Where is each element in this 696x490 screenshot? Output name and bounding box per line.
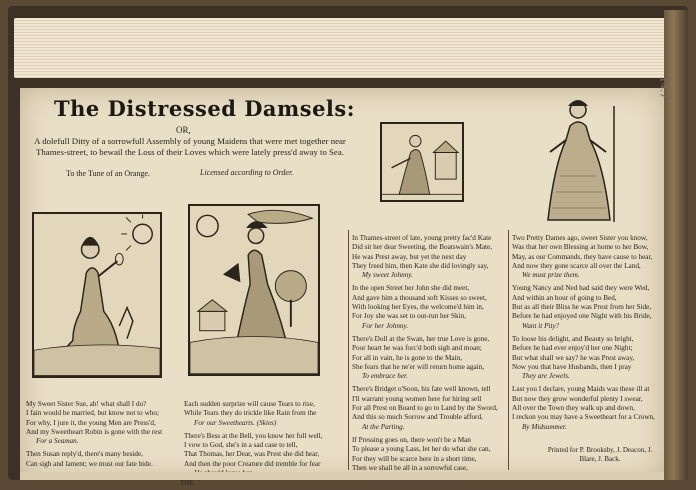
verse-line: May, as our Commands, they have cause to hear,	[512, 252, 653, 261]
verse-refrain: My sweet Johnny.	[362, 271, 413, 280]
verse-line: Now you that have Husbands, then I pray	[512, 362, 632, 371]
woodcut-lady-sun-image	[34, 214, 160, 376]
verse-column-1	[26, 400, 186, 473]
verse-line: Did sit her dear Sweeting, the Boatswain's Mate,	[352, 243, 493, 252]
verse-line: Before he had enjoyed one Night with his Bride,	[512, 312, 652, 321]
verse-line: I fain would be married, but know not to who;	[26, 409, 159, 418]
verse-line: And then the poor Creature did tremble for fear	[184, 459, 321, 468]
stanza	[512, 234, 662, 280]
pencil-note: 14.7	[657, 76, 669, 99]
verse-line: Can sigh and lament; we must our fate bide.	[26, 459, 153, 468]
verse-line: For why, I jure it, the young Men are Press'd,	[26, 418, 156, 427]
licensed-line: Licensed according to Order.	[200, 168, 294, 177]
verse-line: Poor heart he was forc'd both sigh and moan;	[352, 344, 482, 353]
verse-line: And gave him a thousand soft Kisses so sweet,	[352, 293, 487, 302]
verse-line: He was Prest away, but yet the next day	[352, 252, 467, 261]
verse-line: She fears that he ne'er will return home again,	[352, 362, 485, 371]
verse-line: And within an hour of going to Bed,	[512, 293, 617, 302]
stanza	[512, 284, 662, 330]
verse-refrain: For a Seaman.	[36, 437, 79, 446]
verse-line: All over the Town they walk up and down,	[512, 404, 635, 413]
verse-line: While Tears they do trickle like Rain from the	[184, 409, 317, 418]
verse-line: But what shall we say? he was Prest away,	[512, 353, 635, 362]
verse-line: There's Bridget o'Soon, his fate well known, tell	[352, 385, 491, 394]
verse-line: For all Prest on Board to go to Land by the Sword,	[352, 404, 498, 413]
verse-column-3	[352, 234, 508, 486]
verse-line: But as all their Bliss he was Prest from her Side,	[512, 303, 652, 312]
verse-refrain: By Midsummer.	[522, 422, 567, 431]
verse-refrain: They are Jewels.	[522, 372, 570, 381]
verse-column-4	[512, 234, 662, 436]
woodcut-lady-gown-image	[540, 96, 618, 226]
verse-line: For they will be scarce here in a short time,	[352, 454, 477, 463]
verse-line: Each sudden surprize will cause Tears to rise,	[184, 400, 315, 408]
next-sheet-strip	[20, 472, 664, 487]
verse-refrain: For her Johnny.	[362, 321, 409, 330]
tune-line: To the Tune of an Orange.	[66, 169, 150, 178]
verse-line: They freed him, then Kate she did lovingly say,	[352, 261, 489, 270]
ballad-subtitle: A dolefull Ditty of a sorrowfull Assembly of young Maidens that were met together near Thames-street, to bewail the Loss of their Loves which were lately press'd away to Sea.	[34, 136, 346, 157]
stanza	[512, 385, 662, 431]
verse-refrain: At the Parting.	[362, 422, 405, 431]
verse-line: Before he had ever enjoy'd her one Night;	[512, 344, 633, 353]
verse-line: Then Susan reply'd, there's many beside,	[26, 450, 143, 459]
title-or: OR,	[176, 125, 191, 135]
verse-refrain: Want it Pity?	[522, 321, 560, 330]
woodcut-lady-gown	[540, 96, 618, 226]
verse-line: I vow to God, she's in a sad case to tell,	[184, 441, 298, 450]
verse-line: With looking her Eyes, the welcome'd him in,	[352, 303, 484, 312]
woodcut-lady-sun	[32, 212, 162, 378]
verse-line: To loose his delight, and Beauty so bright,	[512, 334, 634, 343]
verse-line: In the open Street her John she did meet,	[352, 284, 470, 293]
verse-refrain: For our Sweethearts. (Skies)	[194, 418, 277, 427]
verse-line: Young Nancy and Ned had said they were Wed,	[512, 284, 650, 293]
printer-imprint: Printed for P. Brooksby, J. Deacon, J. Blare, J. Back.	[547, 446, 653, 463]
verse-line: For all in vain, he is gone to the Main,	[352, 353, 462, 362]
verse-line: I'll warrant young women here for hiring sell	[352, 394, 482, 403]
verse-line: Last you I declare, young Maids was these ill at	[512, 385, 650, 394]
stanza	[352, 284, 508, 330]
verse-line: My Sweet Sister Sue, ah! what shall I do?	[26, 400, 147, 408]
column-rule-2	[508, 230, 509, 470]
verse-line: And now they gone scarce all over the Land,	[512, 261, 641, 270]
verse-column-2	[184, 400, 344, 482]
stanza	[26, 400, 186, 446]
verse-line: To please a young Lass, let her do what she can,	[352, 445, 491, 454]
page-edges	[14, 18, 666, 78]
verse-line: I reckon you may have a Sweetheart for a Crown,	[512, 413, 655, 422]
next-sheet-text: THE	[180, 479, 194, 487]
verse-line: And this so much Sorrow and Trouble afford,	[352, 413, 483, 422]
verse-line: There's Bess at the Bell, you know her full well,	[184, 431, 323, 440]
stanza	[352, 234, 508, 280]
ballad-title: The Distressed Damsels:	[54, 96, 355, 121]
column-rule-1	[348, 230, 349, 470]
stanza	[352, 335, 508, 381]
woodcut-figure-building	[380, 122, 464, 202]
verse-line: There's Doll at the Swan, her true Love is gone,	[352, 334, 490, 343]
stanza	[184, 400, 344, 428]
verse-line: And my Sweetheart Robin is gone with the rest	[26, 427, 163, 436]
stanza	[352, 385, 508, 431]
stanza	[512, 335, 662, 381]
woodcut-lady-fan-image	[190, 206, 318, 374]
verse-line: That Thomas, her Dear, was Prest she did hear,	[184, 450, 320, 459]
verse-line: Two Pretty Dames ago, sweet Sister you know,	[512, 234, 648, 242]
verse-refrain: We must prize them.	[522, 271, 580, 280]
verse-line: If Pressing goes on, there won't be a Man	[352, 435, 471, 444]
verse-line: Then we shall be all in a sorrowful case,	[352, 463, 468, 472]
stanza	[26, 450, 186, 469]
verse-refrain: To embrace her.	[362, 372, 408, 381]
verse-line: Was that her own Blessing at home to her Bow,	[512, 243, 649, 252]
verse-line: In Thames-street of late, young pretty fac'd Kate	[352, 234, 492, 242]
verse-line: But now they grow wonderful plenty I swear,	[512, 394, 643, 403]
woodcut-figure-building-image	[382, 124, 462, 200]
verse-line: For Joy she was set to out-run her Skin,	[352, 312, 466, 321]
woodcut-lady-fan	[188, 204, 320, 376]
